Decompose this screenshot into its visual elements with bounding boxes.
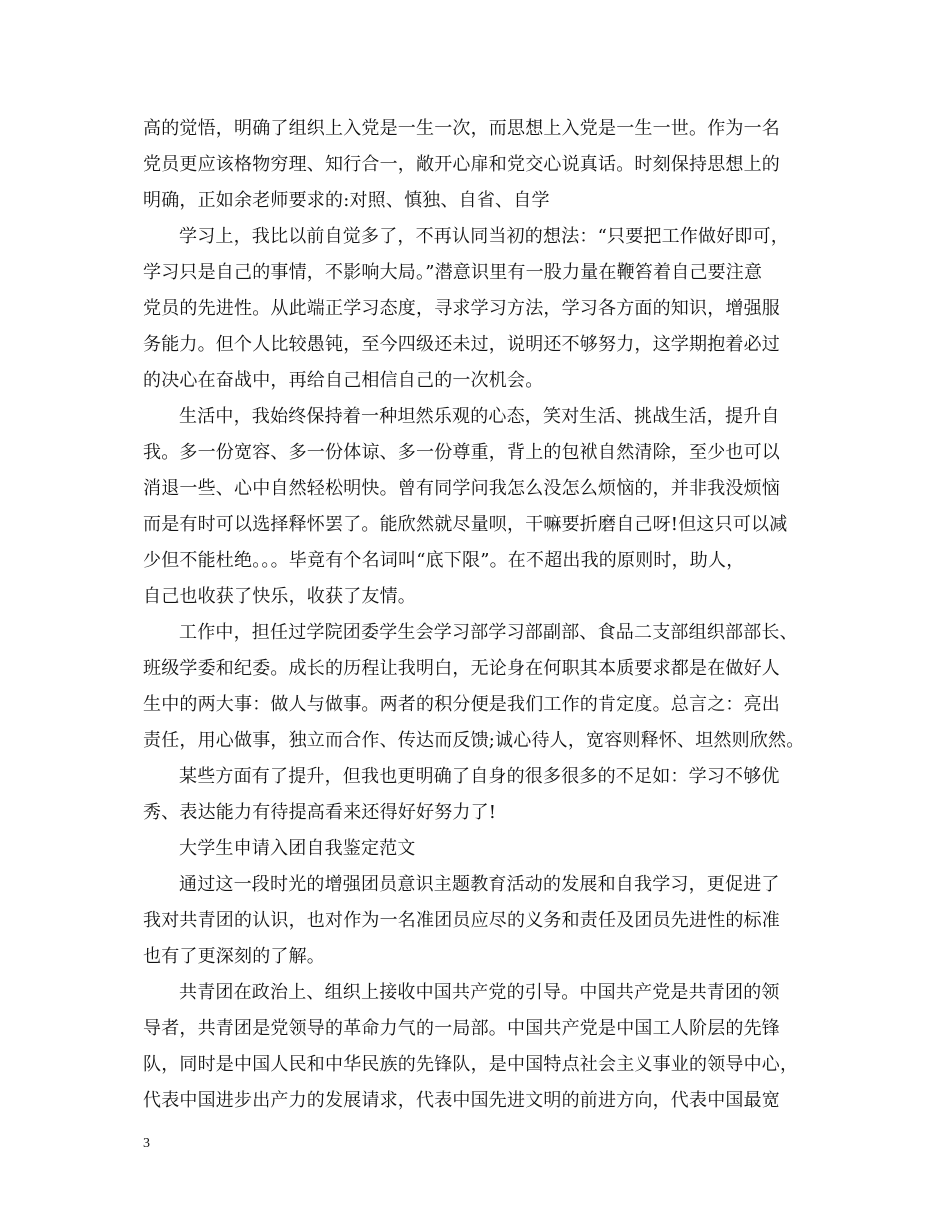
text-line: 我对共青团的认识，也对作为一名准团员应尽的义务和责任及团员先进性的标准	[143, 910, 780, 931]
text-line: 通过这一段时光的增强团员意识主题教育活动的发展和自我学习，更促进了	[179, 874, 780, 895]
text-line: 共青团在政治上、组织上接收中国共产党的引导。中国共产党是共青团的领	[179, 982, 780, 1003]
text-line: 高的觉悟，明确了组织上入党是一生一次，而思想上入党是一生一世。作为一名	[143, 118, 780, 139]
text-line: 学习只是自己的事情，不影响大局。”潜意识里有一股力量在鞭笞着自己要注意	[143, 262, 763, 283]
text-line: 秀、表达能力有待提高看来还得好好努力了!	[143, 802, 497, 823]
text-line: 务能力。但个人比较愚钝，至今四级还未过，说明还不够努力，这学期抱着必过	[143, 334, 780, 355]
text-line: 也有了更深刻的了解。	[143, 946, 325, 967]
text-line: 明确，正如余老师要求的:对照、慎独、自省、自学	[143, 190, 550, 211]
text-line: 学习上，我比以前自觉多了，不再认同当初的想法：“只要把工作做好即可，	[179, 226, 789, 247]
page-number: 3	[143, 1136, 150, 1151]
text-line: 生中的两大事：做人与做事。两者的积分便是我们工作的肯定度。总言之：亮出	[143, 694, 780, 715]
text-line: 自己也收获了快乐，收获了友情。	[143, 586, 416, 607]
text-line: 生活中，我始终保持着一种坦然乐观的心态，笑对生活、挑战生活，提升自	[179, 406, 780, 427]
text-line: 导者，共青团是党领导的革命力气的一局部。中国共产党是中国工人阶层的先锋	[143, 1018, 780, 1039]
document-body	[143, 111, 815, 1119]
text-line: 消退一些、心中自然轻松明快。曾有同学问我怎么没怎么烦恼的，并非我没烦恼	[143, 478, 780, 499]
text-line: 某些方面有了提升，但我也更明确了自身的很多很多的不足如：学习不够优	[179, 766, 780, 787]
text-line: 少但不能杜绝。。。毕竟有个名词叫“底下限”。在不超出我的原则时，助人，	[143, 550, 745, 571]
text-line: 队，同时是中国人民和中华民族的先锋队，是中国特点社会主义事业的领导中心，	[143, 1054, 799, 1075]
text-line: 班级学委和纪委。成长的历程让我明白，无论身在何职其本质要求都是在做好人	[143, 658, 780, 679]
text-line: 我。多一份宽容、多一份体谅、多一份尊重，背上的包袱自然清除，至少也可以	[143, 442, 780, 463]
text-line: 代表中国进步出产力的发展请求，代表中国先进文明的前进方向，代表中国最宽	[143, 1090, 780, 1111]
text-line: 的决心在奋战中，再给自己相信自己的一次机会。	[143, 370, 544, 391]
text-line: 工作中，担任过学院团委学生会学习部学习部副部、食品二支部组织部部长、	[179, 622, 798, 643]
text-line: 责任，用心做事，独立而合作、传达而反馈;诚心待人，宽容则释怀、坦然则欣然。	[143, 730, 805, 751]
text-line: 而是有时可以选择释怀罢了。能欣然就尽量呗，干嘛要折磨自己呀!但这只可以减	[143, 514, 788, 535]
text-line: 大学生申请入团自我鉴定范文	[179, 838, 416, 859]
text-line: 党员的先进性。从此端正学习态度，寻求学习方法，学习各方面的知识，增强服	[143, 298, 780, 319]
text-line: 党员更应该格物穷理、知行合一，敞开心扉和党交心说真话。时刻保持思想上的	[143, 154, 780, 175]
